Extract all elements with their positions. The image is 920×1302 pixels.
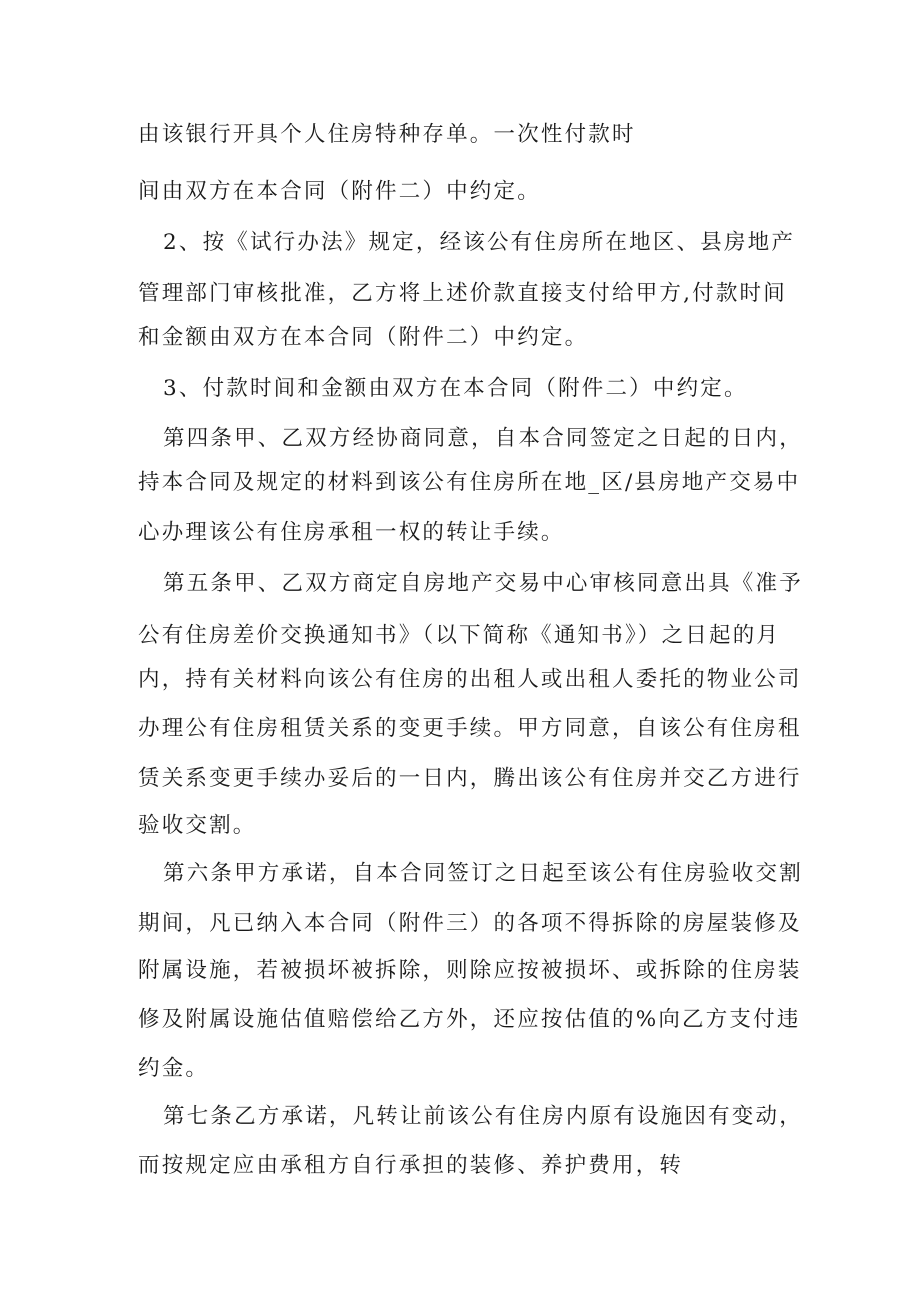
- text-line: 心办理该公有住房承租一权的转让手续。: [138, 520, 565, 545]
- text-line: 而按规定应由承租方自行承担的装修、养护费用，转: [138, 1153, 684, 1178]
- text-line: 赁关系变更手续办妥后的一日内，腾出该公有住房并交乙方进行: [138, 766, 802, 791]
- text-line: 由该银行开具个人住房特种存单。一次性付款时: [138, 122, 636, 147]
- text-line: 约金。: [138, 1056, 210, 1081]
- text-line: 第六条甲方承诺，自本合同签订之日起至该公有住房验收交割: [163, 861, 803, 886]
- text-line: 附属设施，若被损坏被拆除，则除应按被损坏、或拆除的住房装: [138, 958, 802, 983]
- text-line: 公有住房差价交换通知书》（以下简称《通知书》）之日起的月: [138, 623, 781, 648]
- text-line: 验收交割。: [138, 813, 257, 838]
- text-line: 办理公有住房租赁关系的变更手续。甲方同意，自该公有住房租: [138, 716, 802, 741]
- text-line: 期间，凡已纳入本合同（附件三）的各项不得拆除的房屋装修及: [138, 911, 802, 936]
- text-line: 间由双方在本合同（附件二）中约定。: [138, 179, 541, 204]
- text-line: 2、按《试行办法》规定，经该公有住房所在地区、县房地产: [163, 230, 796, 255]
- text-line: 修及附属设施估值赔偿给乙方外，还应按估值的%向乙方支付违: [138, 1007, 801, 1032]
- text-line: 第七条乙方承诺，凡转让前该公有住房内原有设施因有变动，: [163, 1104, 803, 1129]
- text-line: 持本合同及规定的材料到该公有住房所在地_区/县房地产交易中: [138, 470, 801, 495]
- text-line: 第四条甲、乙双方经协商同意，自本合同签定之日起的日内，: [163, 426, 803, 451]
- text-line: 和金额由双方在本合同（附件二）中约定。: [138, 325, 589, 350]
- text-line: 第五条甲、乙双方商定自房地产交易中心审核同意出具《准予: [163, 571, 803, 596]
- text-line: 管理部门审核批准，乙方将上述价款直接支付给甲方,付款时间: [138, 281, 787, 306]
- text-line: 内，持有关材料向该公有住房的出租人或出租人委托的物业公司: [138, 667, 802, 692]
- text-line: 3、付款时间和金额由双方在本合同（附件二）中约定。: [163, 376, 748, 401]
